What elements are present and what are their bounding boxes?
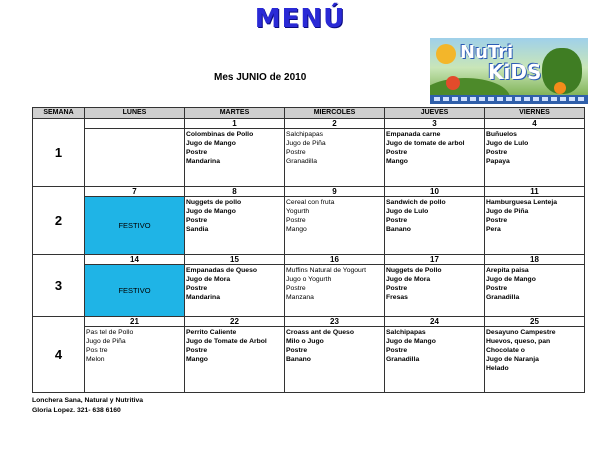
menu-items [85,129,184,130]
menu-item: Jugo de Piña [486,208,529,215]
menu-items [285,129,384,166]
menu-item: Mango [186,356,208,363]
day-number: 14 [85,255,184,265]
menu-item: Empanadas de Queso [186,267,258,274]
menu-item: Salchipapas [386,329,426,336]
day-number: 23 [285,317,384,327]
menu-item: Yogurth [286,208,310,215]
menu-item: Postre [286,285,306,292]
day-cell [385,119,485,187]
menu-items [285,197,384,234]
day-cell [85,255,185,317]
day-cell [485,255,585,317]
menu-item: Empanada carne [386,131,441,138]
day-cell [485,187,585,255]
holiday-label: FESTIVO [85,265,184,316]
menu-item: Mandarina [186,158,220,165]
menu-item: Papaya [486,158,510,165]
menu-items [385,265,484,302]
menu-item: Jugo o Yogurth [286,276,332,283]
menu-items [385,197,484,234]
menu-item: Jugo de Mora [186,276,231,283]
day-number: 25 [485,317,584,327]
day-cell [285,187,385,255]
column-header-semana: SEMANA [33,108,85,119]
footer-phone: Gloria Lopez. 321- 638 6160 [32,407,121,414]
menu-item: Jugo de Mango [186,140,236,147]
day-cell [285,255,385,317]
day-cell [85,119,185,187]
menu-item: Muffins Natural de Yogourt [286,267,366,274]
menu-item: Pera [486,226,501,233]
menu-items [285,265,384,302]
week-number: 2 [33,187,85,255]
logo-text-kids: KiDS [488,60,542,84]
day-number: 1 [185,119,284,129]
month-subtitle: Mes JUNIO de 2010 [214,72,307,83]
header-row [33,108,585,119]
menu-item: Perrito Caliente [186,329,237,336]
menu-items [385,129,484,166]
day-cell [285,119,385,187]
day-number: 15 [185,255,284,265]
menu-items [85,327,184,364]
menu-items [485,129,584,166]
menu-item: Jugo de Mango [486,276,536,283]
menu-item: Desayuno Campestre [486,329,556,336]
day-number: 18 [485,255,584,265]
day-number: 21 [85,317,184,327]
day-cell [185,317,285,393]
menu-item: Arepita paisa [486,267,529,274]
menu-items [485,327,584,373]
menu-item: Postre [186,285,208,292]
menu-item: Sandia [186,226,209,233]
apple-icon [446,76,460,90]
menu-item: Postre [486,217,508,224]
menu-item: Chocolate o [486,347,525,354]
day-number: 4 [485,119,584,129]
day-cell [485,119,585,187]
menu-item: Jugo de Mora [386,276,431,283]
empty-day-header [85,119,184,129]
menu-item: Jugo de Tomate de Arbol [186,338,267,345]
column-header-martes: MARTES [185,108,285,119]
day-number: 10 [385,187,484,197]
menu-item: Jugo de tomate de arbol [386,140,465,147]
menu-item: Helado [486,365,509,372]
page-title: MENÚ [254,4,346,34]
menu-item: Huevos, queso, pan [486,338,551,345]
day-number: 24 [385,317,484,327]
menu-item: Salchipapas [286,131,324,138]
menu-item: Postre [186,149,208,156]
menu-item: Postre [386,285,408,292]
menu-item: Postre [186,217,208,224]
menu-item: Nuggets de Pollo [386,267,442,274]
menu-item: Hamburguesa Lenteja [486,199,558,206]
menu-item: Postre [286,149,306,156]
day-cell [185,187,285,255]
day-number: 3 [385,119,484,129]
day-number: 7 [85,187,184,197]
menu-items [185,265,284,302]
menu-item: Jugo de Piña [86,338,126,345]
orange-icon [554,82,566,94]
week-number: 3 [33,255,85,317]
menu-item: Jugo de Mango [386,338,436,345]
menu-item: Postre [486,285,508,292]
menu-item: Manzana [286,294,314,301]
menu-item: Postre [286,347,308,354]
table-row [33,317,585,393]
menu-item: Jugo de Mango [186,208,236,215]
menu-item: Pas tel de Pollo [86,329,134,336]
menu-item: Nuggets de pollo [186,199,242,206]
menu-item: Melon [86,356,105,363]
week-number: 4 [33,317,85,393]
menu-item: Mango [386,158,408,165]
day-cell [185,255,285,317]
menu-item: Fresas [386,294,408,301]
menu-item: Cereal con fruta [286,199,335,206]
menu-item: Postre [386,217,408,224]
menu-item: Postre [386,149,408,156]
menu-calendar-table [32,107,585,393]
table-row [33,187,585,255]
menu-item: Jugo de Piña [286,140,326,147]
menu-item: Buñuelos [486,131,517,138]
menu-item: Croass ant de Queso [286,329,354,336]
menu-item: Mandarina [186,294,220,301]
menu-items [385,327,484,364]
nutrikids-logo [430,38,588,104]
menu-item: Granadilla [486,294,520,301]
day-number: 17 [385,255,484,265]
week-number: 1 [33,119,85,187]
logo-strip [430,95,588,104]
menu-items [485,265,584,302]
column-header-viernes: VIERNES [485,108,585,119]
table-row [33,119,585,187]
day-number: 8 [185,187,284,197]
day-number: 2 [285,119,384,129]
day-cell [85,317,185,393]
menu-items [485,197,584,234]
day-cell [385,187,485,255]
menu-items [185,129,284,166]
column-header-lunes: LUNES [85,108,185,119]
day-cell [385,255,485,317]
menu-item: Colombinas de Pollo [186,131,254,138]
day-cell [485,317,585,393]
menu-items [285,327,384,364]
menu-item: Granadilla [386,356,420,363]
day-cell [85,187,185,255]
menu-item: Banano [286,356,311,363]
menu-item: Sandwich de pollo [386,199,446,206]
logo-text-nutri: NuTri [460,42,514,63]
menu-item: Jugo de Naranja [486,356,539,363]
menu-item: Pos tre [86,347,108,354]
menu-item: Jugo de Lulo [486,140,529,147]
footer-contact [32,396,143,416]
day-number: 9 [285,187,384,197]
menu-item: Banano [386,226,411,233]
menu-item: Milo o Jugo [286,338,324,345]
day-cell [185,119,285,187]
menu-item: Postre [286,217,306,224]
day-number: 16 [285,255,384,265]
day-cell [385,317,485,393]
table-row [33,255,585,317]
menu-item: Postre [186,347,208,354]
menu-item: Postre [386,347,408,354]
menu-item: Mango [286,226,307,233]
holiday-label: FESTIVO [85,197,184,254]
menu-items [185,197,284,234]
menu-item: Granadilla [286,158,317,165]
footer-slogan: Lonchera Sana, Natural y Nutritiva [32,397,144,404]
menu-items [185,327,284,364]
day-number: 22 [185,317,284,327]
day-cell [285,317,385,393]
sun-icon [436,44,456,64]
menu-item: Postre [486,149,508,156]
day-number: 11 [485,187,584,197]
column-header-miercoles: MIERCOLES [285,108,385,119]
menu-item: Jugo de Lulo [386,208,429,215]
column-header-jueves: JUEVES [385,108,485,119]
